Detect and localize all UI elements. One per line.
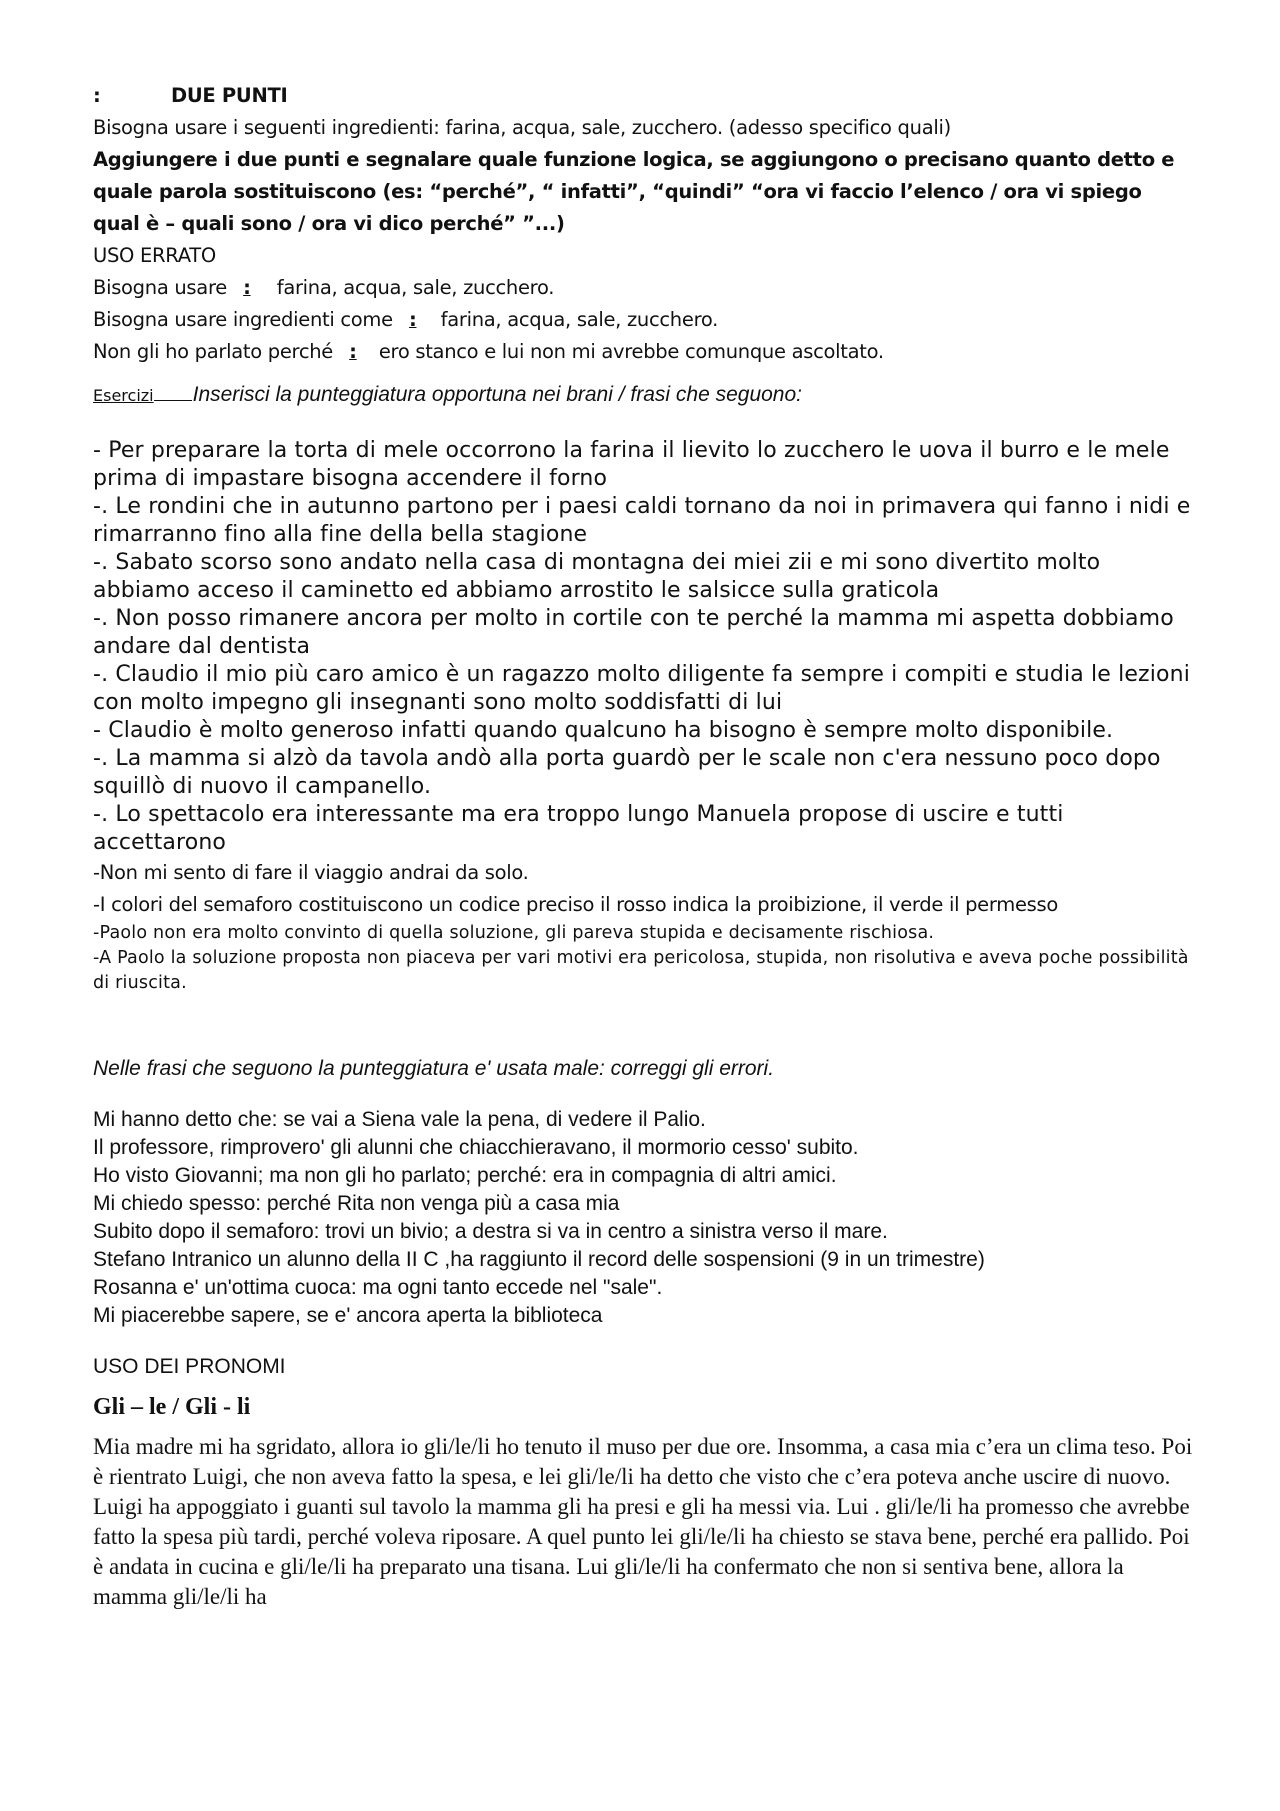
intro-text: Bisogna usare i seguenti ingredienti: farina, acqua, sale, zucchero. (adesso specifico quali): [93, 116, 951, 139]
section-heading: [93, 80, 1193, 112]
list-item: Mi chiedo spesso: perché Rita non venga più a casa mia: [93, 1192, 620, 1215]
list-item: -I colori del semaforo costituiscono un codice preciso il rosso indica la proibizione, il verde il permesso: [93, 893, 1058, 916]
example-before: Bisogna usare: [93, 276, 227, 299]
exercise-prefix: Esercizi: [93, 386, 154, 405]
exercise1-list-tiny: [93, 921, 1193, 996]
due-punti-section: [93, 80, 1193, 368]
heading-title: DUE PUNTI: [171, 84, 288, 107]
colon-mark: :: [243, 276, 251, 299]
exercise1-list: [93, 437, 1193, 857]
list-item: -Paolo non era molto convinto di quella soluzione, gli pareva stupida e decisamente rischiosa.: [93, 923, 935, 943]
pronouns-subtitle: Gli – le / Gli - li: [93, 1394, 251, 1420]
list-item: -. Sabato scorso sono andato nella casa di montagna dei miei zii e mi sono divertito molto abbiamo acceso il caminetto ed abbiamo arrostito le salsicce sulla graticola: [93, 550, 1101, 603]
list-item: -Non mi sento di fare il viaggio andrai da solo.: [93, 861, 529, 884]
example-after: ero stanco e lui non mi avrebbe comunque ascoltato.: [378, 340, 884, 363]
list-item: -. Non posso rimanere ancora per molto in cortile con te perché la mamma mi aspetta dobbiamo andare dal dentista: [93, 606, 1174, 659]
exercise1-title: Inserisci la punteggiatura opportuna nei brani / frasi che seguono:: [192, 383, 802, 406]
exercise1-header: [93, 380, 1193, 411]
list-item: Mi piacerebbe sapere, se e' ancora aperta la biblioteca: [93, 1304, 603, 1327]
example-before: Bisogna usare ingredienti come: [93, 308, 393, 331]
list-item: Rosanna e' un'ottima cuoca: ma ogni tanto eccede nel "sale".: [93, 1276, 663, 1299]
document-page: [93, 80, 1193, 1612]
exercise1-list-small: [93, 857, 1193, 921]
example-before: Non gli ho parlato perché: [93, 340, 334, 363]
exercise2-list: [93, 1106, 1193, 1330]
list-item: Subito dopo il semaforo: trovi un bivio; a destra si va in centro a sinistra verso il mare.: [93, 1220, 888, 1243]
list-item: Mi hanno detto che: se vai a Siena vale la pena, di vedere il Palio.: [93, 1108, 706, 1131]
wrong-usage-label: USO ERRATO: [93, 244, 216, 267]
exercise2-title: Nelle frasi che seguono la punteggiatura e' usata male: correggi gli errori.: [93, 1057, 775, 1080]
list-item: Stefano Intranico un alunno della II C ,ha raggiunto il record delle sospensioni (9 in un trimestre): [93, 1248, 985, 1271]
list-item: - Claudio è molto generoso infatti quando qualcuno ha bisogno è sempre molto disponibile.: [93, 718, 1114, 743]
list-item: -. Lo spettacolo era interessante ma era troppo lungo Manuela propose di uscire e tutti accettarono: [93, 802, 1064, 855]
heading-colon: :: [93, 84, 101, 107]
list-item: - Per preparare la torta di mele occorrono la farina il lievito lo zucchero le uova il burro e le mele prima di impastare bisogna accendere il forno: [93, 438, 1170, 491]
wrong-example: [93, 272, 1193, 304]
colon-mark: :: [408, 308, 417, 331]
wrong-example: [93, 304, 1193, 336]
pronouns-title: USO DEI PRONOMI: [93, 1355, 286, 1378]
wrong-example: [93, 336, 1193, 368]
underline-gap: [154, 400, 192, 401]
list-item: -. Claudio il mio più caro amico è un ragazzo molto diligente fa sempre i compiti e studia le lezioni con molto impegno gli insegnanti sono molto soddisfatti di lui: [93, 662, 1190, 715]
instruction-text: Aggiungere i due punti e segnalare quale funzione logica, se aggiungono o precisano quanto detto e quale parola sostituiscono (es: “perché”, “ infatti”, “quindi” “ora vi faccio l’elenco / ora vi spiego qual è – quali sono / ora vi dico perché” ”...): [93, 148, 1175, 235]
list-item: Ho visto Giovanni; ma non gli ho parlato; perché: era in compagnia di altri amici.: [93, 1164, 837, 1187]
list-item: -. Le rondini che in autunno partono per i paesi caldi tornano da noi in primavera qui fanno i nidi e rimarranno fino alla fine della bella stagione: [93, 494, 1191, 547]
colon-mark: :: [349, 340, 357, 363]
example-after: farina, acqua, sale, zucchero.: [276, 276, 555, 299]
list-item: -A Paolo la soluzione proposta non piaceva per vari motivi era pericolosa, stupida, non risolutiva e aveva poche possibilità di riuscita.: [93, 948, 1189, 993]
list-item: -. La mamma si alzò da tavola andò alla porta guardò per le scale non c'era nessuno poco dopo squillò di nuovo il campanello.: [93, 746, 1161, 799]
example-after: farina, acqua, sale, zucchero.: [440, 308, 719, 331]
pronouns-paragraph: Mia madre mi ha sgridato, allora io gli/le/li ho tenuto il muso per due ore. Insomma, a casa mia c’era un clima teso. Poi è rientrato Luigi, che non aveva fatto la spesa, e lei gli/le/li ha detto che visto che c’era poteva anche uscire di nuovo. Luigi ha appoggiato i guanti sul tavolo la mamma gli ha presi e gli ha messi via. Lui . gli/le/li ha promesso che avrebbe fatto la spesa più tardi, perché voleva riposare. A quel punto lei gli/le/li ha chiesto se stava bene, perché era pallido. Poi è andata in cucina e gli/le/li ha preparato una tisana. Lui gli/le/li ha confermato che non si sentiva bene, allora la mamma gli/le/li ha: [93, 1434, 1193, 1609]
list-item: Il professore, rimprovero' gli alunni che chiacchieravano, il mormorio cesso' subito.: [93, 1136, 859, 1159]
